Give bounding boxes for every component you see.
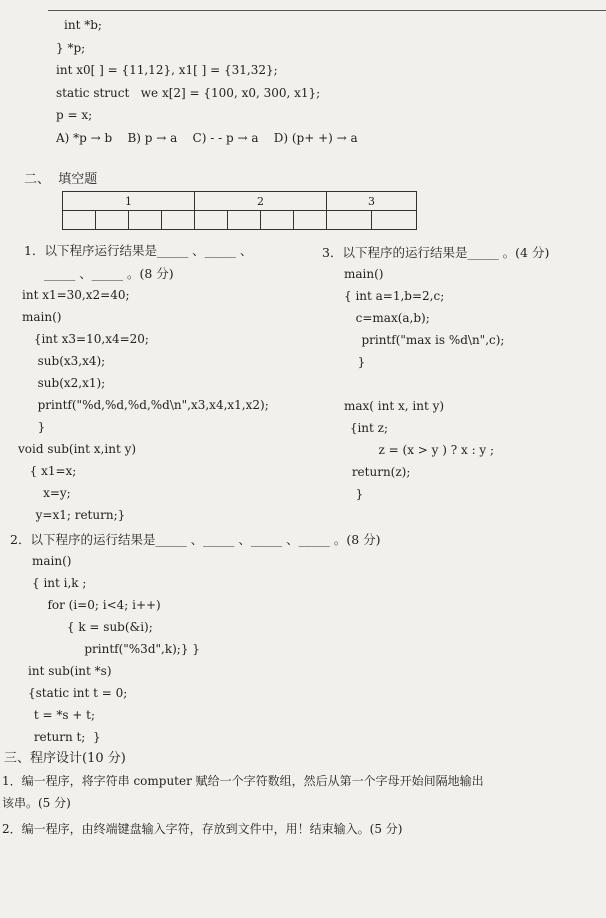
code-line: } *p; [56, 41, 86, 55]
code-line: int x0[ ] = {11,12}, x1[ ] = {31,32}; [56, 63, 278, 77]
code-line: max( int x, int y) [344, 399, 445, 413]
code-line: void sub(int x,int y) [18, 442, 137, 456]
code-line: for (i=0; i<4; i++) [36, 598, 161, 612]
question-1-title-cont: _____ 、_____ 。(8 分) [44, 266, 174, 281]
code-line: printf("%3d",k);} } [50, 642, 200, 656]
grid-cell [261, 211, 294, 230]
grid-cell [63, 211, 96, 230]
choice-options: A) *p → b B) p → a C) - - p → a D) (p+ +) → a [56, 131, 358, 145]
question-2-title: 2．以下程序的运行结果是_____ 、_____ 、_____ 、_____ 。(8 分) [10, 532, 381, 547]
question-1-title: 1．以下程序运行结果是_____ 、_____ 、 [24, 243, 253, 258]
code-line: return t; } [30, 730, 101, 744]
grid-header-3: 3 [327, 192, 417, 211]
code-line: int *b; [64, 18, 102, 32]
grid-cell [129, 211, 162, 230]
section-title-programming: 三、程序设计(10 分) [4, 751, 126, 766]
code-line: printf("max is %d\n",c); [350, 333, 505, 347]
code-line: { int i,k ; [32, 576, 87, 590]
code-line: int sub(int *s) [28, 664, 112, 678]
code-line: p = x; [56, 108, 93, 122]
code-line: main() [22, 310, 62, 324]
code-line: y=x1; return;} [28, 508, 126, 522]
code-line: t = *s + t; [30, 708, 96, 722]
code-line: sub(x2,x1); [30, 376, 106, 390]
code-line: main() [32, 554, 72, 568]
problem-2-line-1: 2．编一程序，由终端键盘输入字符，存放到文件中，用！结束输入。(5 分) [2, 822, 403, 836]
grid-cell [327, 211, 372, 230]
code-line: c=max(a,b); [348, 311, 430, 325]
code-line: main() [344, 267, 384, 281]
code-line: int x1=30,x2=40; [22, 288, 130, 302]
top-border-line [48, 10, 606, 11]
code-line: static struct we x[2] = {100, x0, 300, x1}; [56, 86, 321, 100]
problem-1-line-2: 该串。(5 分) [2, 796, 71, 810]
code-line: {int x3=10,x4=20; [30, 332, 149, 346]
code-line: sub(x3,x4); [30, 354, 106, 368]
code-line: x=y; [24, 486, 71, 500]
code-line: {int z; [346, 421, 389, 435]
grid-cell [195, 211, 228, 230]
grid-header-1: 1 [63, 192, 195, 211]
code-line: printf("%d,%d,%d,%d\n",x3,x4,x1,x2); [30, 398, 269, 412]
question-3-title: 3．以下程序的运行结果是_____ 。(4 分) [322, 245, 550, 260]
section-title-fill-blank: 二、 填空题 [24, 172, 98, 187]
code-line: return(z); [348, 465, 411, 479]
score-grid [62, 191, 417, 230]
code-line: { x1=x; [22, 464, 77, 478]
code-line: } [30, 420, 46, 434]
code-line: { int a=1,b=2,c; [344, 289, 445, 303]
grid-cell [372, 211, 417, 230]
code-line: { k = sub(&i); [44, 620, 153, 634]
grid-cell [294, 211, 327, 230]
problem-1-line-1: 1．编一程序，将字符串 computer 赋给一个字符数组，然后从第一个字母开始间隔地输出 [2, 774, 484, 788]
code-line: {static int t = 0; [28, 686, 128, 700]
grid-cell [162, 211, 195, 230]
grid-header-2: 2 [195, 192, 327, 211]
grid-cell [228, 211, 261, 230]
code-line: } [350, 355, 366, 369]
grid-cell [96, 211, 129, 230]
code-line: } [348, 487, 364, 501]
code-line: z = (x > y ) ? x : y ; [348, 443, 495, 457]
